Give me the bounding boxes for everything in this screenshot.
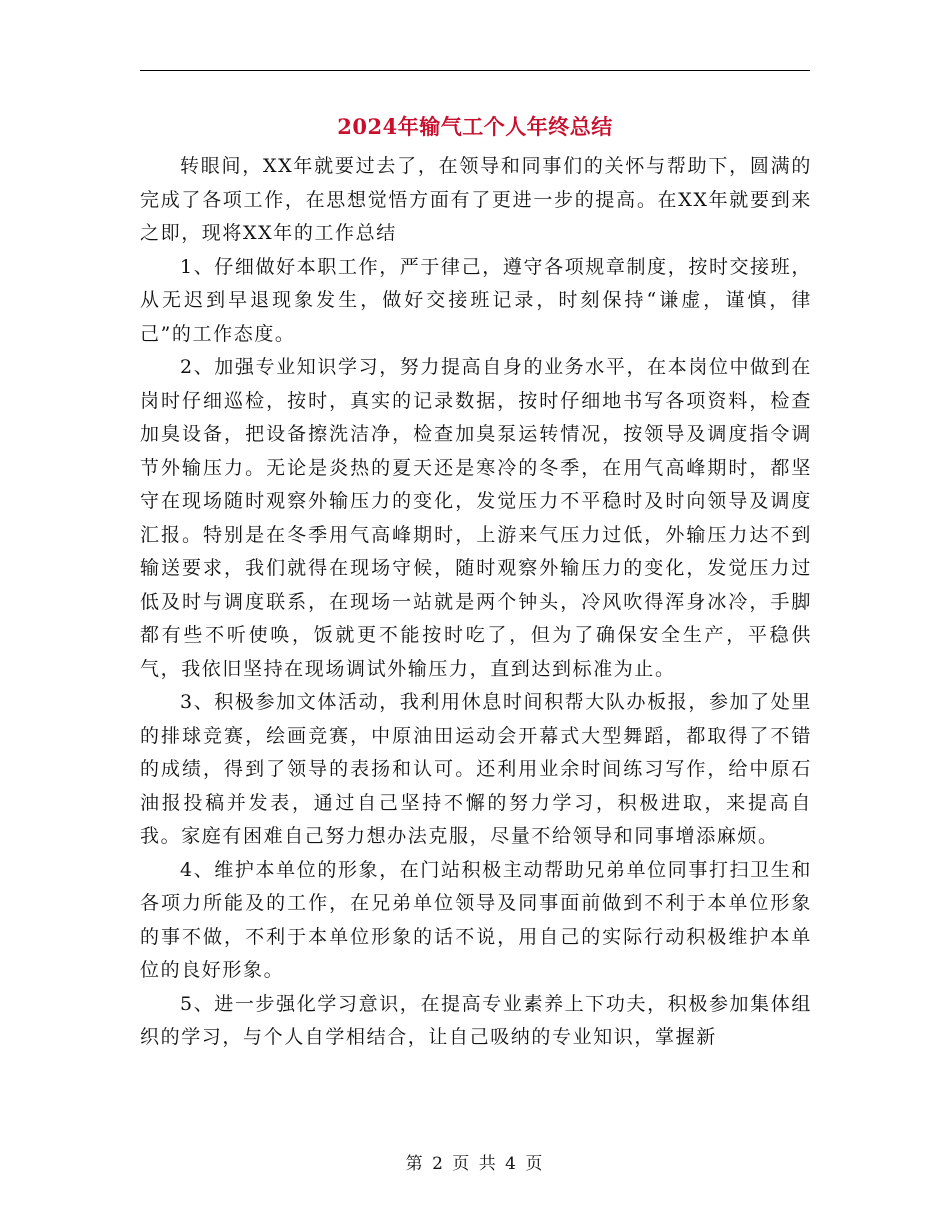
paragraph-item-4: 4、维护本单位的形象，在门站积极主动帮助兄弟单位同事打扫卫生和各项力所能及的工作，在兄弟单位领导及同事面前做到不利于本单位形象的事不做，不利于本单位形象的话不说，用自己的实际行动积极维护本单位的良好形象。: [140, 858, 812, 981]
paragraph-item-2: 2、加强专业知识学习，努力提高自身的业务水平，在本岗位中做到在岗时仔细巡检，按时，真实的记录数据，按时仔细地书写各项资料，检查加臭设备，把设备擦洗洁净，检查加臭泵运转情况，按领导及调度指令调节外输压力。无论是炎热的夏天还是寒冷的冬季，在用气高峰期时，都坚守在现场随时观察外输压力的变化，发觉压力不平稳时及时向领导及调度汇报。特别是在冬季用气高峰期时，上游来气压力过低，外输压力达不到输送要求，我们就得在现场守候，随时观察外输压力的变化，发觉压力过低及时与调度联系，在现场一站就是两个钟头，冷风吹得浑身冰冷，手脚都有些不听使唤，饭就更不能按时吃了，但为了确保安全生产，平稳供气，我依旧坚持在现场调试外输压力，直到达到标准为止。: [140, 356, 812, 680]
paragraph-item-3: 3、积极参加文体活动，我利用休息时间积帮大队办板报，参加了处里的排球竞赛，绘画竞赛，中原油田运动会开幕式大型舞蹈，都取得了不错的成绩，得到了领导的表扬和认可。还利用业余时间练习写作，给中原石油报投稿并发表，通过自己坚持不懈的努力学习，积极进取，来提高自我。家庭有困难自己努力想办法克服，尽量不给领导和同事增添麻烦。: [140, 691, 812, 847]
document-body: [140, 150, 812, 1055]
paragraph-item-5: 5、进一步强化学习意识，在提高专业素养上下功夫，积极参加集体组织的学习，与个人自学相结合，让自己吸纳的专业知识，掌握新: [140, 992, 812, 1048]
header-rule: [140, 70, 810, 71]
document-title: 2024年输气工个人年终总结: [337, 114, 613, 139]
page-number-footer: 第 2 页 共 4 页: [405, 1154, 545, 1174]
paragraph-intro: 转眼间，XX年就要过去了，在领导和同事们的关怀与帮助下，圆满的完成了各项工作，在思想觉悟方面有了更进一步的提高。在XX年就要到来之即，现将XX年的工作总结: [140, 155, 812, 244]
paragraph-item-1: 1、仔细做好本职工作，严于律己，遵守各项规章制度，按时交接班，从无迟到早退现象发生，做好交接班记录，时刻保持“谦虚，谨慎，律己”的工作态度。: [140, 255, 812, 345]
